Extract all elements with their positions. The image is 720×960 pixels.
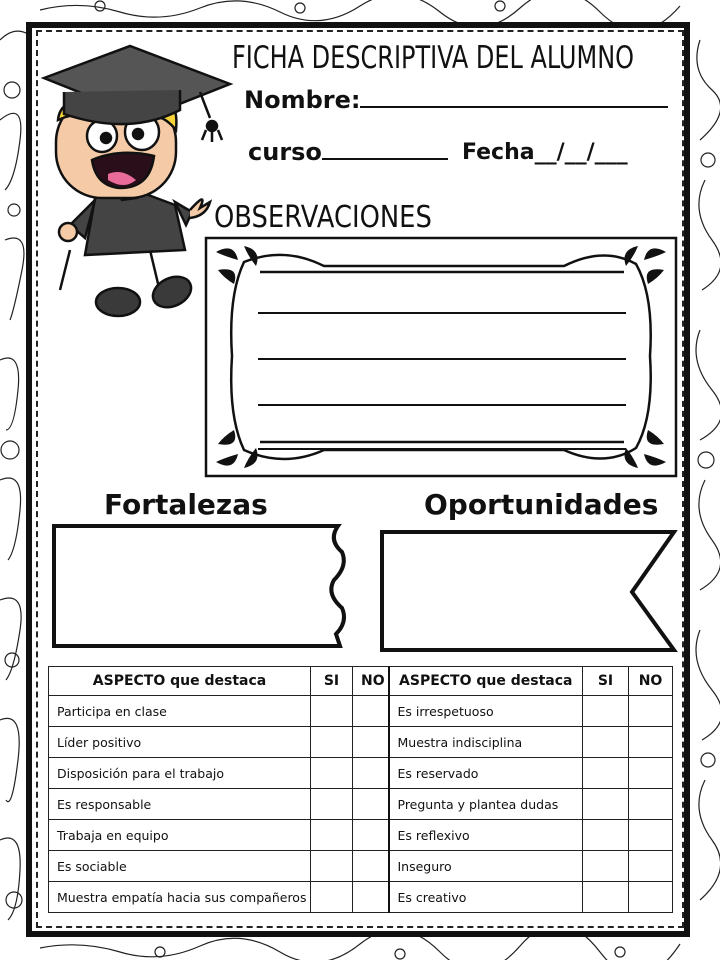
observaciones-title: OBSERVACIONES bbox=[214, 200, 432, 235]
table-row bbox=[49, 758, 673, 789]
no-checkbox-cell[interactable] bbox=[629, 696, 673, 727]
fecha-field[interactable] bbox=[462, 140, 628, 165]
fortalezas-box[interactable] bbox=[50, 522, 350, 652]
no-header-left: NO bbox=[353, 667, 389, 696]
no-checkbox-cell[interactable] bbox=[353, 851, 389, 882]
no-checkbox-cell[interactable] bbox=[353, 820, 389, 851]
nombre-label: Nombre: bbox=[244, 86, 361, 114]
si-header-right: SI bbox=[583, 667, 629, 696]
si-checkbox-cell[interactable] bbox=[583, 789, 629, 820]
oportunidades-box[interactable] bbox=[378, 528, 680, 656]
aspectos-table bbox=[48, 666, 673, 913]
aspecto-right-cell: Es irrespetuoso bbox=[389, 696, 583, 727]
aspecto-left-cell: Es responsable bbox=[49, 789, 311, 820]
si-checkbox-cell[interactable] bbox=[583, 851, 629, 882]
curso-label: curso bbox=[248, 138, 322, 166]
aspecto-left-cell: Participa en clase bbox=[49, 696, 311, 727]
aspecto-right-cell: Pregunta y plantea dudas bbox=[389, 789, 583, 820]
no-checkbox-cell[interactable] bbox=[353, 789, 389, 820]
table-row bbox=[49, 820, 673, 851]
aspecto-left-cell: Muestra empatía hacia sus compañeros bbox=[49, 882, 311, 913]
si-checkbox-cell[interactable] bbox=[583, 882, 629, 913]
aspecto-left-cell: Disposición para el trabajo bbox=[49, 758, 311, 789]
si-checkbox-cell[interactable] bbox=[583, 820, 629, 851]
no-checkbox-cell[interactable] bbox=[353, 758, 389, 789]
table-row bbox=[49, 882, 673, 913]
observacion-line-3[interactable] bbox=[258, 404, 626, 406]
no-header-right: NO bbox=[629, 667, 673, 696]
curso-line[interactable] bbox=[322, 138, 448, 160]
no-checkbox-cell[interactable] bbox=[629, 851, 673, 882]
fecha-blanks[interactable]: __/__/___ bbox=[534, 140, 628, 165]
si-checkbox-cell[interactable] bbox=[311, 882, 353, 913]
observacion-line-1[interactable] bbox=[258, 312, 626, 314]
fecha-label: Fecha bbox=[462, 140, 535, 165]
si-checkbox-cell[interactable] bbox=[311, 851, 353, 882]
si-header-left: SI bbox=[311, 667, 353, 696]
aspecto-header-right: ASPECTO que destaca bbox=[389, 667, 583, 696]
no-checkbox-cell[interactable] bbox=[629, 882, 673, 913]
fortalezas-label: Fortalezas bbox=[104, 488, 268, 521]
no-checkbox-cell[interactable] bbox=[629, 758, 673, 789]
aspecto-header-left: ASPECTO que destaca bbox=[49, 667, 311, 696]
si-checkbox-cell[interactable] bbox=[583, 696, 629, 727]
observacion-line-4[interactable] bbox=[258, 448, 626, 450]
table-header-row bbox=[49, 667, 673, 696]
aspecto-left-cell: Trabaja en equipo bbox=[49, 820, 311, 851]
aspecto-right-cell: Es reflexivo bbox=[389, 820, 583, 851]
si-checkbox-cell[interactable] bbox=[311, 789, 353, 820]
aspecto-right-cell: Inseguro bbox=[389, 851, 583, 882]
table-row bbox=[49, 696, 673, 727]
no-checkbox-cell[interactable] bbox=[629, 820, 673, 851]
oportunidades-label: Oportunidades bbox=[424, 488, 659, 521]
si-checkbox-cell[interactable] bbox=[311, 727, 353, 758]
page-title: FICHA DESCRIPTIVA DEL ALUMNO bbox=[232, 40, 635, 76]
aspecto-left-cell: Es sociable bbox=[49, 851, 311, 882]
table-row bbox=[49, 727, 673, 758]
aspecto-right-cell: Es reservado bbox=[389, 758, 583, 789]
no-checkbox-cell[interactable] bbox=[353, 882, 389, 913]
si-checkbox-cell[interactable] bbox=[311, 696, 353, 727]
curso-field[interactable] bbox=[248, 138, 448, 166]
aspecto-right-cell: Muestra indisciplina bbox=[389, 727, 583, 758]
no-checkbox-cell[interactable] bbox=[353, 727, 389, 758]
nombre-field[interactable] bbox=[244, 86, 668, 114]
table-row bbox=[49, 851, 673, 882]
table-row bbox=[49, 789, 673, 820]
observacion-line-2[interactable] bbox=[258, 358, 626, 360]
si-checkbox-cell[interactable] bbox=[311, 820, 353, 851]
no-checkbox-cell[interactable] bbox=[629, 789, 673, 820]
nombre-line[interactable] bbox=[360, 86, 668, 108]
aspecto-right-cell: Es creativo bbox=[389, 882, 583, 913]
no-checkbox-cell[interactable] bbox=[629, 727, 673, 758]
no-checkbox-cell[interactable] bbox=[353, 696, 389, 727]
si-checkbox-cell[interactable] bbox=[583, 727, 629, 758]
si-checkbox-cell[interactable] bbox=[583, 758, 629, 789]
si-checkbox-cell[interactable] bbox=[311, 758, 353, 789]
aspecto-left-cell: Líder positivo bbox=[49, 727, 311, 758]
